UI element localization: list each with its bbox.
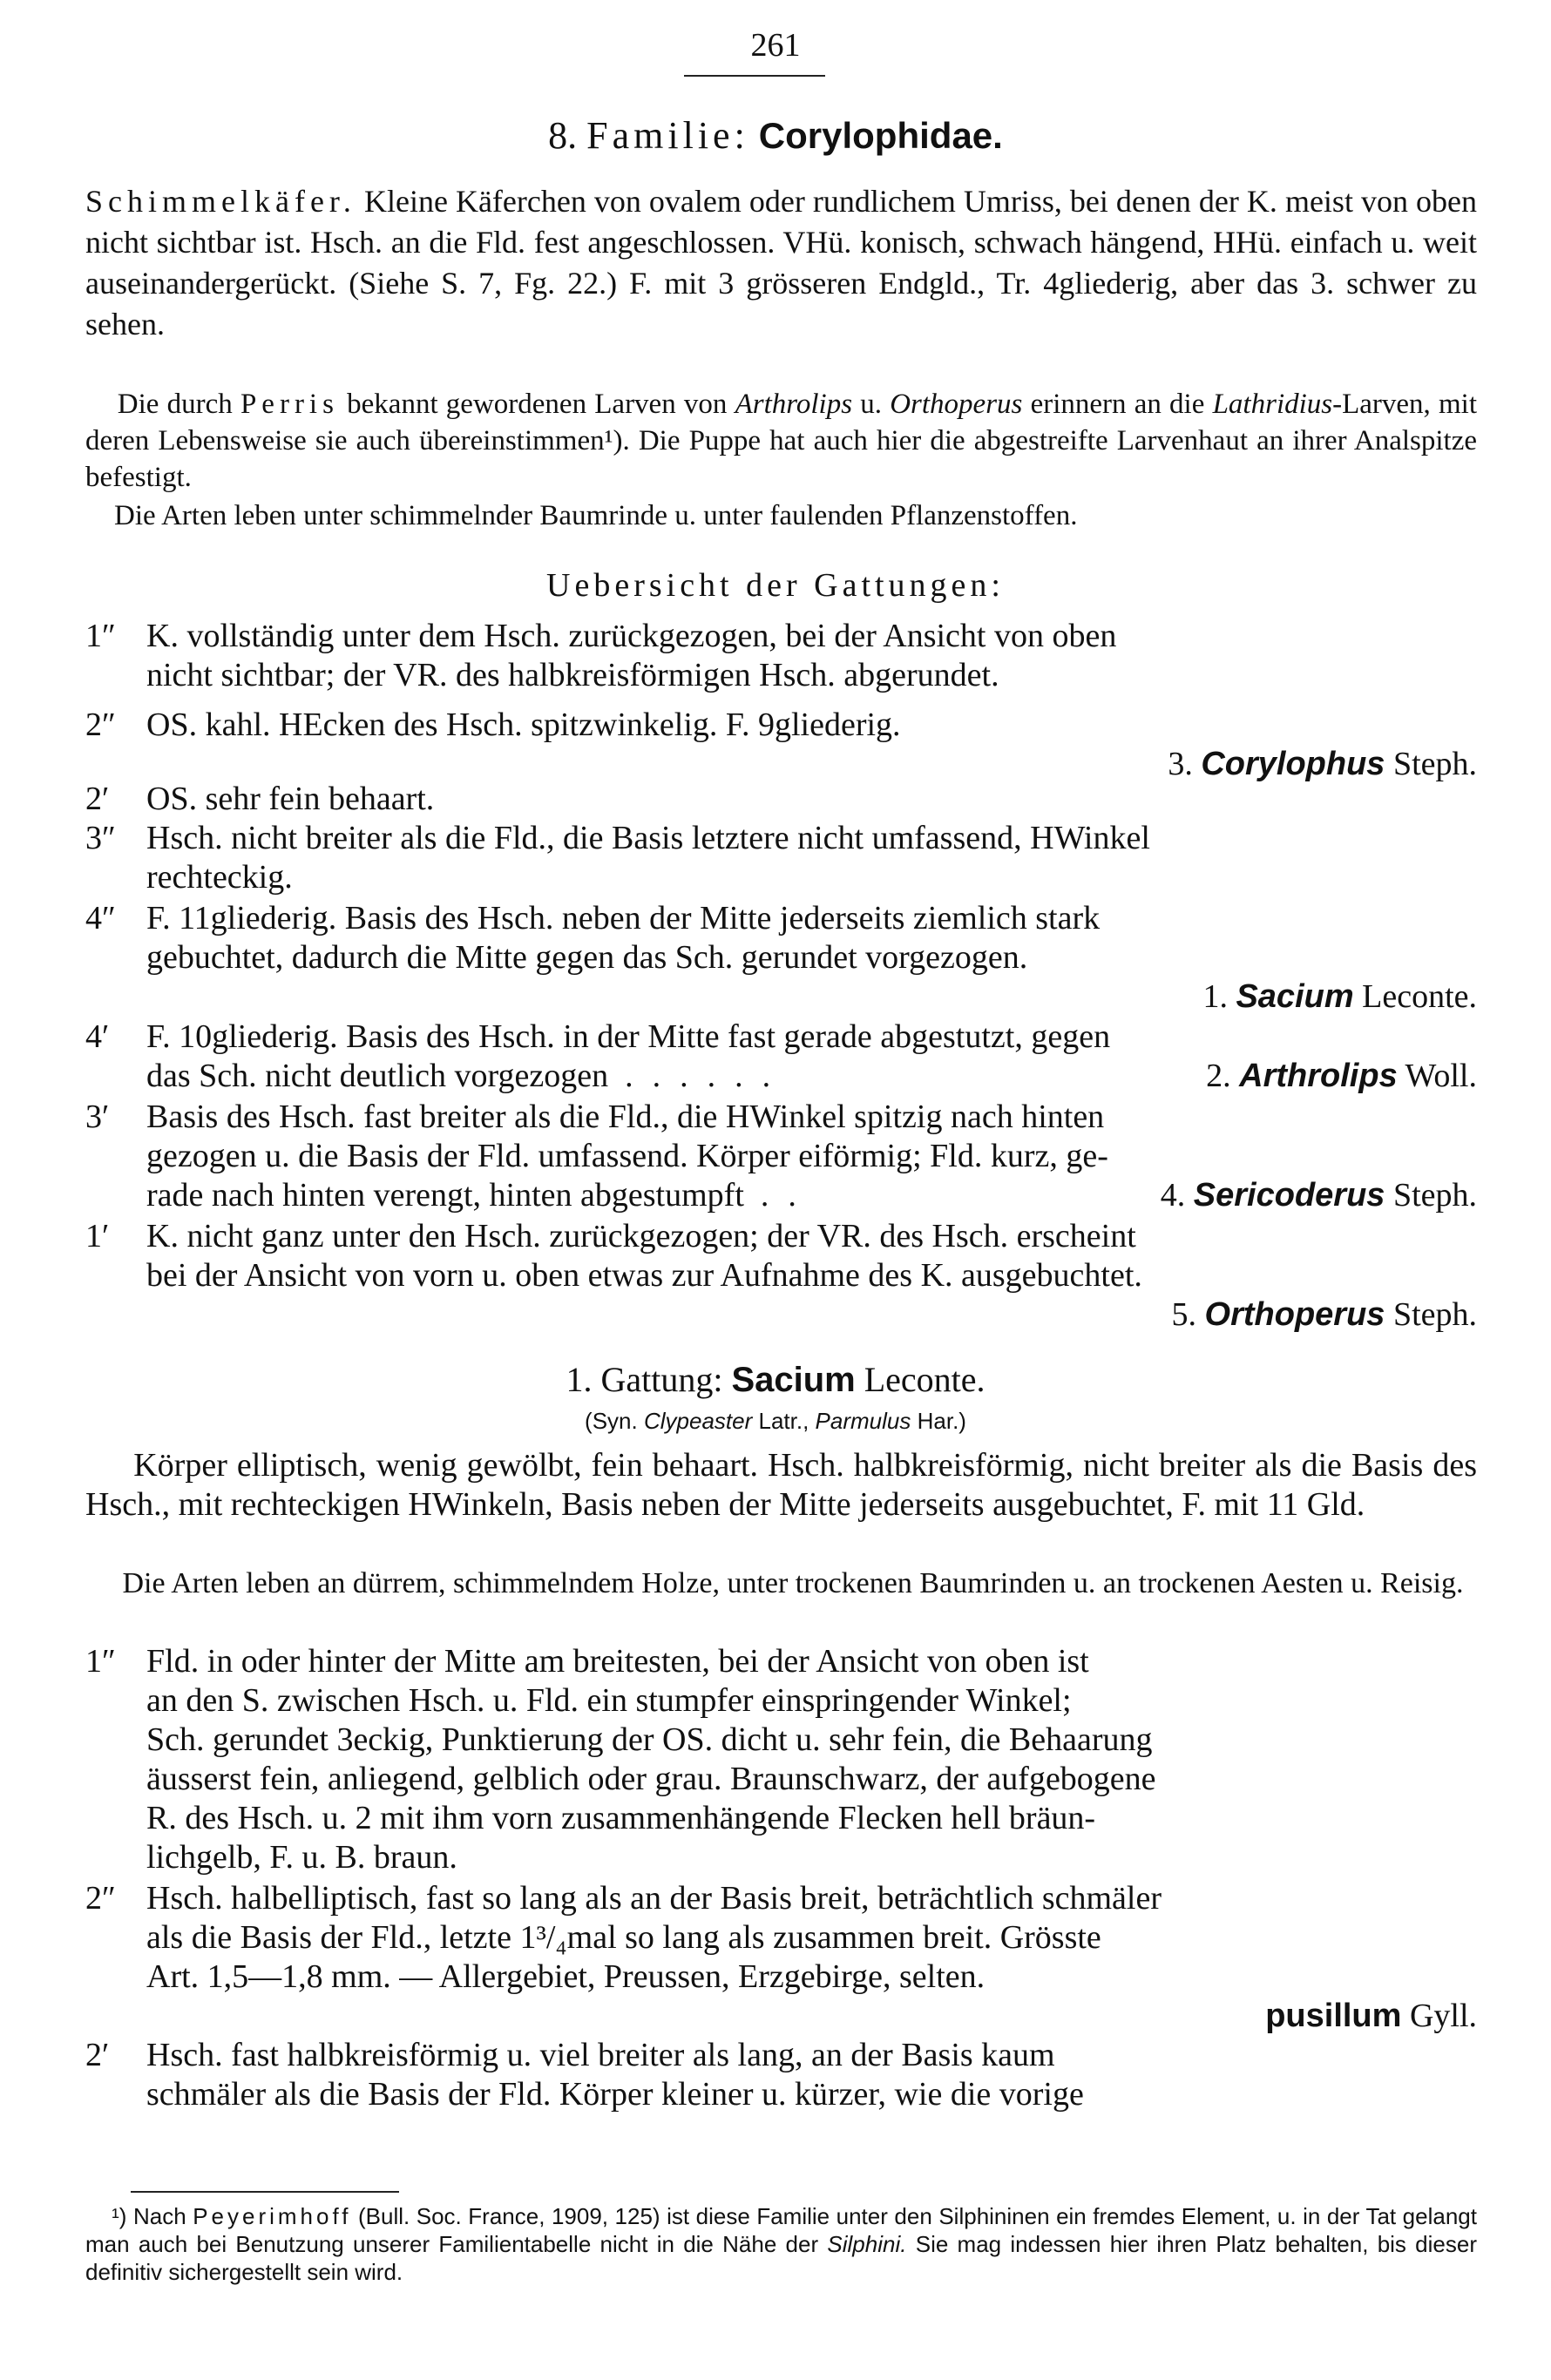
family-number: 8. [548, 114, 578, 157]
author-perris: Perris [240, 389, 339, 420]
genus-lathridius: Lathridius [1212, 389, 1333, 420]
intro-paragraph [85, 181, 1477, 345]
header-rule [684, 75, 825, 77]
key-entry: 4″ F. 11gliederig. Basis des Hsch. neben der Mitte jederseits ziemlich stark gebuchtet, dadurch die Mitte gegen das Sch. gerundet vorgezogen. 1. Sacium Leconte. [85, 900, 1477, 1015]
larvae-paragraph: Die durch Perris bekannt gewordenen Larven von Arthrolips u. Orthoperus erinnern an die Lathridius-Larven, mit deren Lebensweise sie auch übereinstimmen¹). Die Puppe hat auch hier die abgestreifte Larvenhaut an ihrer Analspitze befestigt. [85, 389, 1478, 493]
key-entry: 3′ Basis des Hsch. fast breiter als die Fld., die HWinkel spitzig nach hinten gezogen u. die Basis der Fld. umfassend. Körper eiförmig; Fld. kurz, ge- rade nach hinten verengt, hinten abgestumpft .. 4. Sericoderus Steph. [85, 1099, 1477, 1214]
species-key-entry: 1″ Fld. in oder hinter der Mitte am breitesten, bei der Ansicht von oben ist an den S. zwischen Hsch. u. Fld. ein stumpfer einspringender Winkel; Sch. gerundet 3eckig, Punktierung der OS. dicht u. sehr fein, die Behaarung äusserst fein, anliegend, gelblich oder grau. Braunschwarz, der aufgebogene R. des Hsch. u. 2 mit ihm vorn zusammenhängende Flecken hell bräun- lichgelb, F. u. B. braun. [85, 1643, 1156, 1876]
key-result: 1. Sacium Leconte. [1202, 978, 1477, 1015]
key-entry: 2″ OS. kahl. HEcken des Hsch. spitzwinkelig. F. 9gliederig. 3. Corylophus Steph. [85, 707, 1477, 782]
family-label: Familie: [586, 114, 749, 157]
genus-arthrolips: Arthrolips [735, 389, 853, 420]
genus-description: Körper elliptisch, wenig gewölbt, fein behaart. Hsch. halbkreisförmig, nicht breiter als die Basis des Hsch., mit rechteckigen HWinkeln, Basis neben der Mitte jederseits ausgebuchtet, F. mit 11 Gld. [85, 1447, 1477, 1523]
genus-heading: 1. Gattung: Sacium Leconte. [566, 1360, 985, 1399]
footnote: ¹) Nach Peyerimhoff (Bull. Soc. France, 1909, 125) ist diese Familie unter den Silphininen ein fremdes Element, u. in der Tat gelangt man auch bei Benutzung unserer Familientabelle nicht in die Nähe der Silphini. Sie mag indessen hier ihren Platz behalten, bis dieser definitiv sichergestellt sein wird. [85, 2203, 1477, 2285]
key-result: 3. Corylophus Steph. [1168, 746, 1477, 782]
synonym-line: (Syn. Clypeaster Latr., Parmulus Har.) [585, 1408, 966, 1434]
habitat-paragraph: Die Arten leben unter schimmelnder Baumrinde u. unter faulenden Pflanzenstoffen. [114, 500, 1078, 531]
key-result: 2. Arthrolips Woll. [1206, 1058, 1477, 1094]
key-entry: 3″ Hsch. nicht breiter als die Fld., die Basis letztere nicht umfassend, HWinkel rechteckig. [85, 820, 1150, 896]
footnote-rule [131, 2191, 399, 2193]
intro-lead: Schimmelkäfer. [85, 184, 356, 219]
genus-orthoperus: Orthoperus [890, 389, 1023, 420]
species-key-entry: 2″ Hsch. halbelliptisch, fast so lang als an der Basis breit, beträchtlich schmäler als die Basis der Fld., letzte 1³/₄mal so lang als zusammen breit. Grösste Art. 1,5—1,8 mm. — Allergebiet, Preussen, Erzgebirge, selten. pusillum Gyll. [85, 1880, 1477, 2034]
key-result: 5. Orthoperus Steph. [1171, 1296, 1477, 1333]
key-entry: 1″ K. vollständig unter dem Hsch. zurückgezogen, bei der Ansicht von oben nicht sichtbar; der VR. des halbkreisförmigen Hsch. abgerundet. [85, 618, 1117, 693]
key-entry: 4′ F. 10gliederig. Basis des Hsch. in der Mitte fast gerade abgestutzt, gegen das Sch. nicht deutlich vorgezogen ...... 2. Arthrolips Woll. [85, 1018, 1477, 1094]
genus-habitat: Die Arten leben an dürrem, schimmelndem Holze, unter trockenen Baumrinden u. an trockenen Aesten u. Reisig. [122, 1567, 1464, 1599]
page-number: 261 [750, 27, 801, 64]
key-entry: 1′ K. nicht ganz unter den Hsch. zurückgezogen; der VR. des Hsch. erscheint bei der Ansicht von vorn u. oben etwas zur Aufnahme des K. ausgebuchtet. 5. Orthoperus Steph. [85, 1218, 1477, 1333]
species-key-entry: 2′ Hsch. fast halbkreisförmig u. viel breiter als lang, an der Basis kaum schmäler als die Basis der Fld. Körper kleiner u. kürzer, wie die vorige [85, 2037, 1084, 2113]
family-heading [0, 113, 1551, 158]
family-name: Corylophidae. [758, 115, 1003, 156]
intro-text: Kleine Käferchen von ovalem oder rundlichem Umriss, bei denen der K. meist von oben nicht sichtbar ist. Hsch. an die Fld. fest angeschlossen. VHü. konisch, schwach hängend, HHü. einfach u. weit auseinandergerückt. (Siehe S. 7, Fg. 22.) F. mit 3 grösseren Endgld., Tr. 4gliederig, aber das 3. schwer zu sehen. [85, 184, 1477, 341]
species-result: pusillum Gyll. [1265, 1998, 1477, 2034]
key-result: 4. Sericoderus Steph. [1160, 1177, 1477, 1214]
section-heading: Uebersicht der Gattungen: [546, 567, 1005, 604]
key-entry: 2′ OS. sehr fein behaart. [85, 781, 435, 817]
